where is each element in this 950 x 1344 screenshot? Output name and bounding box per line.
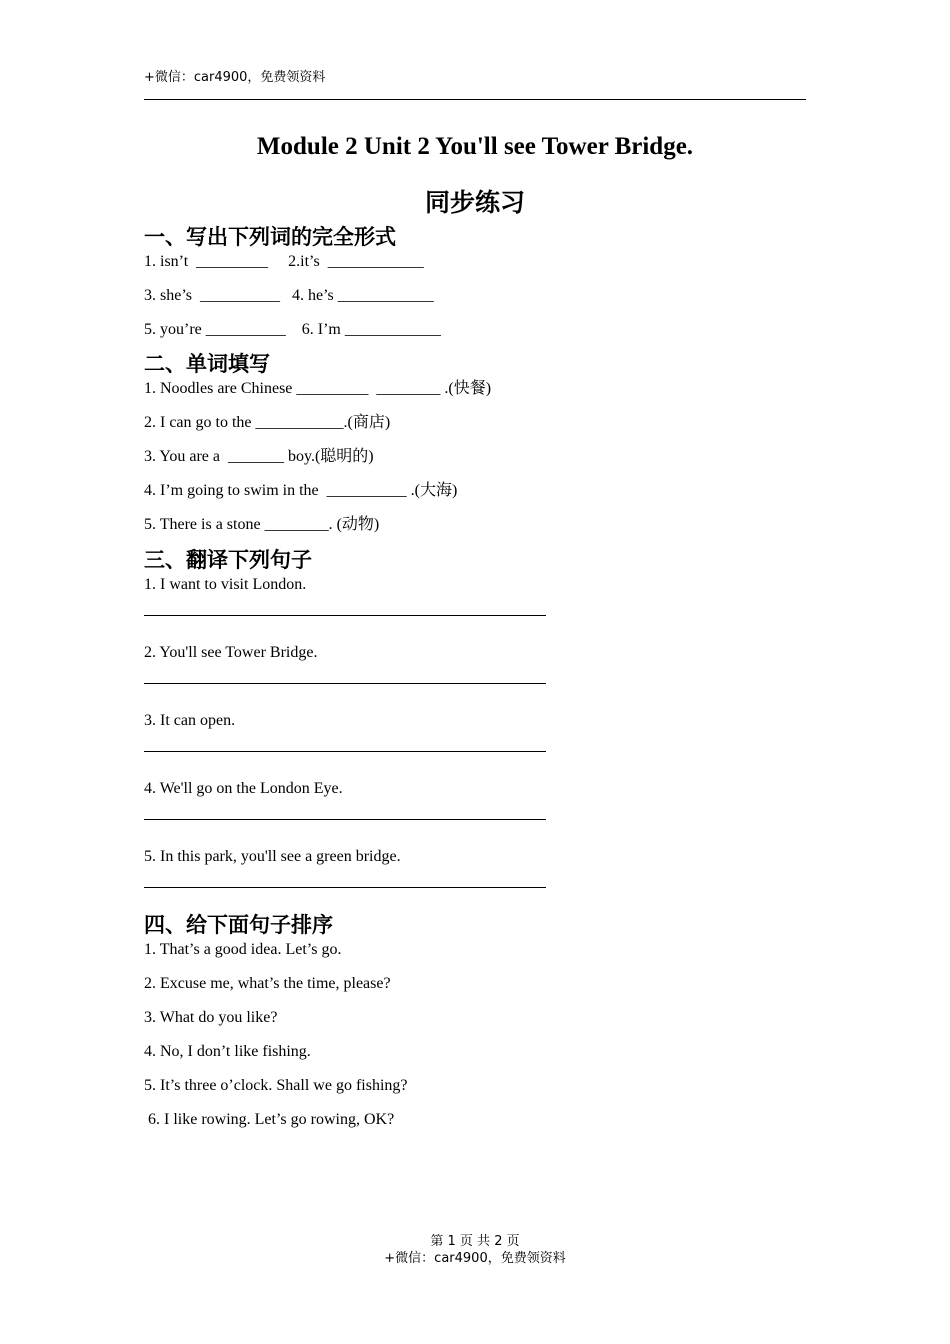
section-translate [144, 547, 806, 888]
section-fill-words [144, 351, 806, 535]
answer-line[interactable] [144, 819, 546, 820]
exercise-line: 4. No, I don’t like fishing. [144, 1043, 311, 1060]
answer-line[interactable] [144, 751, 546, 752]
exercise-line: 3. What do you like? [144, 1009, 278, 1026]
exercise-line: 3. It can open. [144, 712, 236, 729]
exercise-line: 4. We'll go on the London Eye. [144, 780, 343, 797]
exercise-line: 5. In this park, you'll see a green bridge. [144, 848, 401, 865]
answer-line[interactable] [144, 683, 546, 684]
exercise-line: 5. you’re __________ 6. I’m ____________ [144, 321, 441, 338]
page-title: Module 2 Unit 2 You'll see Tower Bridge. [256, 133, 694, 160]
exercise-line: 2. Excuse me, what’s the time, please? [144, 975, 391, 992]
exercise-line: 6. I like rowing. Let’s go rowing, OK? [144, 1111, 395, 1128]
page-subtitle: 同步练习 [424, 188, 525, 217]
exercise-line: 1. I want to visit London. [144, 576, 307, 593]
section-heading: 四、给下面句子排序 [144, 913, 333, 937]
header-note: +微信：car4900，免费领资料 [144, 70, 326, 85]
section-heading: 二、单词填写 [144, 352, 270, 376]
section-heading: 三、翻译下列句子 [144, 548, 312, 572]
exercise-line: 4. I’m going to swim in the __________ .(大海) [144, 482, 458, 499]
exercise-line: 2. You'll see Tower Bridge. [144, 644, 318, 661]
exercise-line: 5. It’s three o’clock. Shall we go fishing? [144, 1077, 408, 1094]
exercise-line: 3. You are a _______ boy.(聪明的) [144, 448, 374, 465]
exercise-line: 1. isn’t _________ 2.it’s ____________ [144, 253, 424, 270]
footer-page-number: 第 1 页 共 2 页 [430, 1234, 520, 1249]
exercise-line: 2. I can go to the ___________.(商店) [144, 414, 391, 431]
answer-line[interactable] [144, 615, 546, 616]
section-full-forms [144, 224, 806, 340]
section-order-sentences [144, 912, 806, 1130]
exercise-line: 5. There is a stone ________. (动物) [144, 516, 380, 533]
footer-note: +微信：car4900，免费领资料 [384, 1251, 566, 1266]
exercise-line: 3. she’s __________ 4. he’s ____________ [144, 287, 434, 304]
exercise-line: 1. Noodles are Chinese _________ ________ .(快餐) [144, 380, 492, 397]
header-rule [144, 99, 806, 100]
exercise-line: 1. That’s a good idea. Let’s go. [144, 941, 342, 958]
section-heading: 一、写出下列词的完全形式 [144, 225, 396, 249]
answer-line[interactable] [144, 887, 546, 888]
